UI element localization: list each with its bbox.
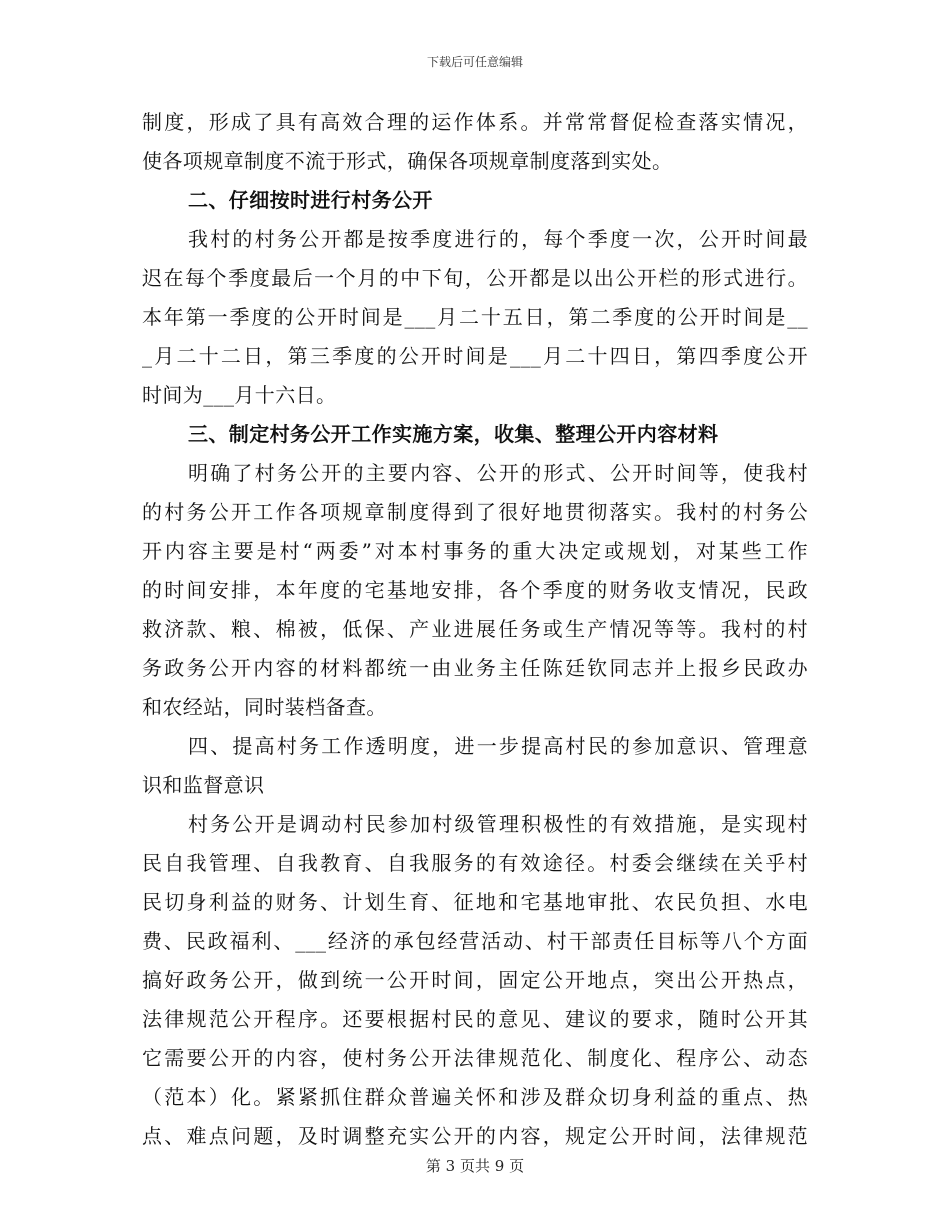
paragraph-line: 和农经站，同时装档备查。 <box>142 695 387 719</box>
paragraph-line: 民自我管理、自我教育、自我服务的有效途径。村委会继续在关乎村 <box>142 851 808 875</box>
paragraph-line: 开内容主要是村“两委”对本村事务的重大决定或规划，对某些工作 <box>142 539 808 563</box>
paragraph-line: 明确了村务公开的主要内容、公开的形式、公开时间等，使我村 <box>188 461 808 485</box>
paragraph-line: 的时间安排，本年度的宅基地安排，各个季度的财务收支情况，民政 <box>142 578 808 602</box>
section-heading: 三、制定村务公开工作实施方案，收集、整理公开内容材料 <box>188 422 719 446</box>
section-heading: 二、仔细按时进行村务公开 <box>188 188 433 212</box>
section-heading: 四、提高村务工作透明度，进一步提高村民的参加意识、管理意 <box>188 734 808 758</box>
paragraph-line: 搞好政务公开，做到统一公开时间，固定公开地点，突出公开热点， <box>142 968 808 992</box>
paragraph-line: 救济款、粮、棉被，低保、产业进展任务或生产情况等等。我村的村 <box>142 617 808 641</box>
paragraph-line: 的村务公开工作各项规章制度得到了很好地贯彻落实。我村的村务公 <box>142 500 808 524</box>
paragraph-line: （范本）化。紧紧抓住群众普遍关怀和涉及群众切身利益的重点、热 <box>142 1085 808 1109</box>
section-heading: 识和监督意识 <box>142 773 265 797</box>
paragraph-line: 它需要公开的内容，使村务公开法律规范化、制度化、程序公、动态 <box>142 1046 808 1070</box>
paragraph-line: 迟在每个季度最后一个月的中下旬，公开都是以出公开栏的形式进行。 <box>142 266 808 290</box>
paragraph-line: 时间为___月十六日。 <box>142 383 337 407</box>
paragraph-line: 务政务公开内容的材料都统一由业务主任陈廷钦同志并上报乡民政办 <box>142 656 808 680</box>
paragraph-line: 制度，形成了具有高效合理的运作体系。并常常督促检查落实情况， <box>142 110 808 134</box>
paragraph-line: 法律规范公开程序。还要根据村民的意见、建议的要求，随时公开其 <box>142 1007 808 1031</box>
paragraph-line: 民切身利益的财务、计划生育、征地和宅基地审批、农民负担、水电 <box>142 890 808 914</box>
paragraph-line: _月二十二日，第三季度的公开时间是___月二十四日，第四季度公开 <box>142 344 808 368</box>
page-footer: 第 3 页共 9 页 <box>425 1157 525 1175</box>
page-header: 下载后可任意编辑 <box>426 55 523 69</box>
paragraph-line: 我村的村务公开都是按季度进行的，每个季度一次，公开时间最 <box>188 227 808 251</box>
paragraph-line: 村务公开是调动村民参加村级管理积极性的有效措施，是实现村 <box>188 812 808 836</box>
paragraph-line: 使各项规章制度不流于形式，确保各项规章制度落到实处。 <box>142 149 673 173</box>
paragraph-line: 点、难点问题，及时调整充实公开的内容，规定公开时间，法律规范 <box>142 1124 808 1148</box>
paragraph-line: 费、民政福利、___经济的承包经营活动、村干部责任目标等八个方面 <box>142 929 808 953</box>
document-body <box>142 103 808 1156</box>
paragraph-line: 本年第一季度的公开时间是___月二十五日，第二季度的公开时间是__ <box>142 305 808 329</box>
